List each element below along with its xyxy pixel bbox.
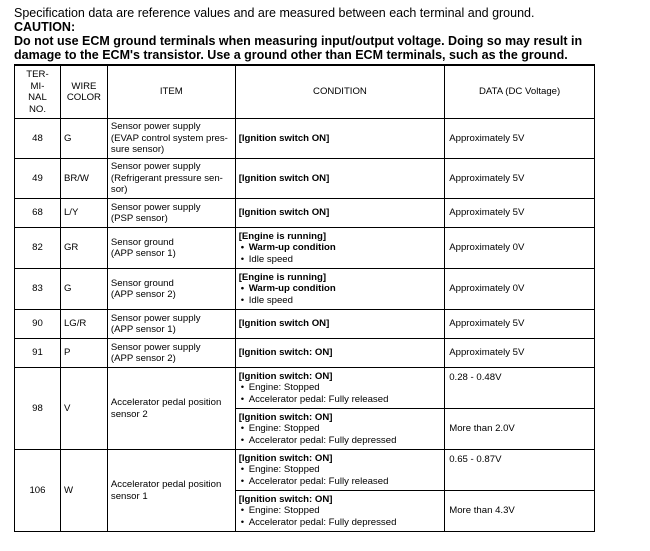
condition-text: Idle speed [248,253,293,265]
condition [235,269,445,310]
table-row [15,119,595,159]
caution-heading: CAUTION: [14,20,76,34]
condition-heading: [Ignition switch: ON] [238,370,333,382]
terminal-no: 106 [15,450,61,532]
terminal-no: 83 [15,269,61,310]
wire-color: LG/R [60,310,107,339]
item: Accelerator pedal position sensor 1 [107,450,235,532]
bullet-icon: • [240,242,245,254]
data-value: Approximately 5V [445,159,595,199]
condition-text: Engine: Stopped [248,382,320,394]
item: Sensor ground (APP sensor 2) [107,269,235,310]
data-value: Approximately 5V [445,119,595,159]
condition-bullet [239,254,442,266]
item: Sensor power supply (Refrigerant pressure sen- sor) [107,159,235,199]
condition-bullet [239,435,442,447]
data-value: Approximately 5V [445,310,595,339]
item: Sensor power supply (EVAP control system pres- sure sensor) [107,119,235,159]
header-terminal: TER- MI- NAL NO. [15,65,61,119]
condition-bullet [239,464,442,476]
data-value: Approximately 5V [445,199,595,228]
condition [235,368,445,409]
condition-text: Accelerator pedal: Fully depressed [248,516,397,528]
bullet-icon: • [240,283,245,295]
condition-text: Engine: Stopped [248,423,320,435]
data-value: More than 4.3V [445,491,595,532]
condition-heading: [Engine is running] [238,230,327,242]
bullet-icon: • [240,294,245,306]
wire-color: P [60,339,107,368]
bullet-icon: • [240,253,245,265]
data-value: 0.65 - 0.87V [445,450,595,491]
condition-bullet [239,394,442,406]
condition [235,228,445,269]
data-value: 0.28 - 0.48V [445,368,595,409]
caution-text: Do not use ECM ground terminals when measuring input/output voltage. Doing so may result in damage to the ECM's transistor. Use a ground other than ECM terminals, such as the ground. [14,34,583,62]
condition-text: Accelerator pedal: Fully released [248,393,389,405]
item: Sensor power supply (APP sensor 2) [107,339,235,368]
data-value: Approximately 5V [445,339,595,368]
wire-color: L/Y [60,199,107,228]
condition-heading: [Ignition switch: ON] [238,411,333,423]
wire-color: G [60,119,107,159]
item: Sensor power supply (APP sensor 1) [107,310,235,339]
terminal-no: 68 [15,199,61,228]
condition-bullet [239,295,442,307]
wire-color: G [60,269,107,310]
condition: [Ignition switch ON] [235,159,445,199]
condition-heading: [Ignition switch: ON] [238,452,333,464]
table-row [15,228,595,269]
wire-color: V [60,368,107,450]
header-wire-color: WIRE COLOR [60,65,107,119]
data-value: Approximately 0V [445,269,595,310]
table-row [15,269,595,310]
condition-bullet [239,505,442,517]
terminal-table [14,64,595,532]
bullet-icon: • [240,434,245,446]
condition-text: Engine: Stopped [248,464,320,476]
wire-color: GR [60,228,107,269]
wire-color: BR/W [60,159,107,199]
table-row [15,159,595,199]
bullet-icon: • [240,464,245,476]
condition: [Ignition switch: ON] [235,339,445,368]
header-data: DATA (DC Voltage) [445,65,595,119]
header-condition: CONDITION [235,65,445,119]
condition: [Ignition switch ON] [235,199,445,228]
table-row [15,199,595,228]
condition-bullet [239,476,442,488]
condition-text: Warm-up condition [248,283,336,295]
condition-text: Idle speed [248,294,293,306]
terminal-no: 91 [15,339,61,368]
item: Sensor power supply (PSP sensor) [107,199,235,228]
table-row [15,339,595,368]
condition-text: Warm-up condition [248,242,336,254]
terminal-no: 90 [15,310,61,339]
data-value: More than 2.0V [445,409,595,450]
bullet-icon: • [240,505,245,517]
bullet-icon: • [240,475,245,487]
condition-bullet [239,423,442,435]
condition-heading: [Engine is running] [238,271,327,283]
data-value: Approximately 0V [445,228,595,269]
item: Accelerator pedal position sensor 2 [107,368,235,450]
condition-text: Accelerator pedal: Fully depressed [248,434,397,446]
terminal-no: 82 [15,228,61,269]
condition [235,450,445,491]
header-item: ITEM [107,65,235,119]
spec-note: Specification data are reference values and are measured between each terminal and ground. [14,6,535,20]
condition [235,409,445,450]
condition-text: Accelerator pedal: Fully released [248,475,389,487]
table-row [15,368,595,409]
condition-text: Engine: Stopped [248,505,320,517]
condition: [Ignition switch ON] [235,119,445,159]
condition-bullet [239,517,442,529]
terminal-no: 49 [15,159,61,199]
condition-bullet [239,283,442,295]
item: Sensor ground (APP sensor 1) [107,228,235,269]
table-header-row [15,65,595,119]
terminal-no: 98 [15,368,61,450]
condition: [Ignition switch ON] [235,310,445,339]
table-row [15,310,595,339]
condition-heading: [Ignition switch: ON] [238,493,333,505]
terminal-no: 48 [15,119,61,159]
bullet-icon: • [240,382,245,394]
bullet-icon: • [240,516,245,528]
bullet-icon: • [240,423,245,435]
intro-block [14,6,614,62]
table-row [15,450,595,491]
bullet-icon: • [240,393,245,405]
condition [235,491,445,532]
condition-bullet [239,382,442,394]
condition-bullet [239,242,442,254]
wire-color: W [60,450,107,532]
